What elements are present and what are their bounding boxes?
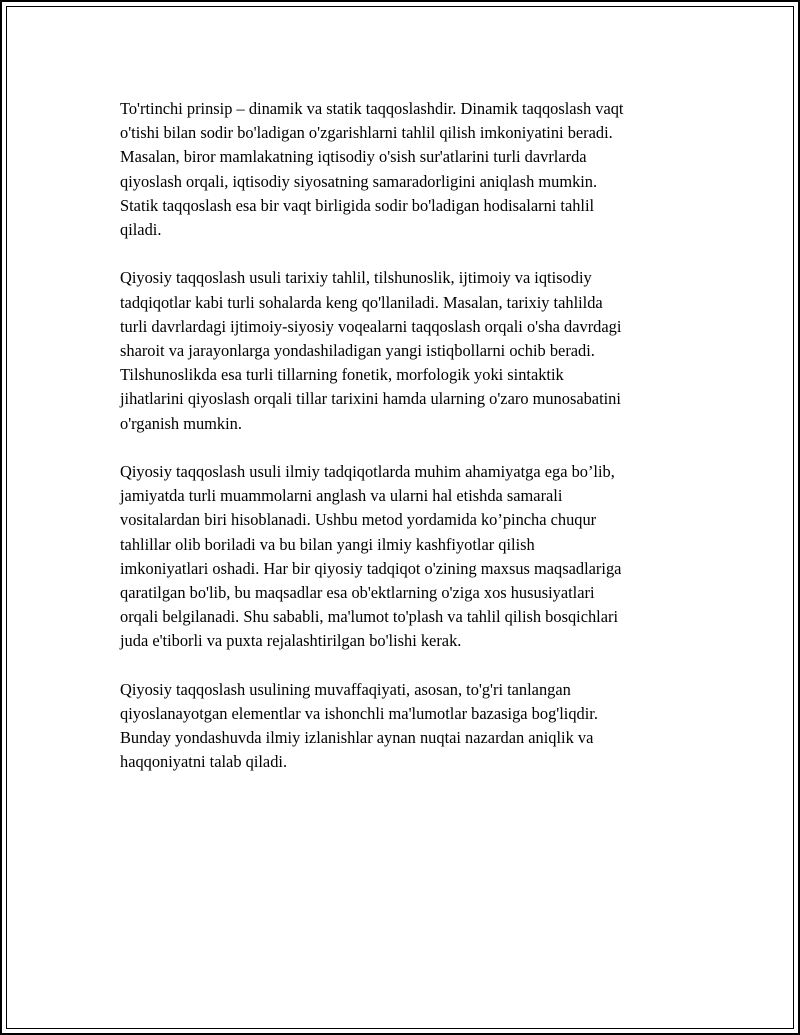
paragraph-4: Qiyosiy taqqoslash usulining muvaffaqiyati, asosan, to'g'ri tanlangan qiyoslanayotgan elementlar va ishonchli ma'lumotlar bazasiga bog'liqdir. Bunday yondashuvda ilmiy izlanishlar aynan nuqtai nazardan aniqlik va haqqoniyatni talab qiladi. [120,679,598,772]
paragraph-3: Qiyosiy taqqoslash usuli ilmiy tadqiqotlarda muhim ahamiyatga ega bo’lib, jamiyatda turli muammolarni anglash va ularni hal etishda samarali vositalardan biri hisoblanadi. Ushbu metod yordamida ko’pincha chuqur tahlillar olib boriladi va bu bilan yangi ilmiy kashfiyotlar qilish imkoniyatlari oshadi. Har bir qiyosiy tadqiqot o'zining maxsus maqsadlariga qaratilgan bo'lib, bu maqsadlar esa ob'ektlarning o'ziga xos hususiyatlari orqali belgilanadi. Shu sababli, ma'lumot to'plash va tahlil qilish bosqichlari juda e'tiborli va puxta rejalashtirilgan bo'lishi kerak. [120,462,622,651]
paragraph-1: To'rtinchi prinsip – dinamik va statik taqqoslashdir. Dinamik taqqoslash vaqt o'tishi bilan sodir bo'ladigan o'zgarishlarni tahlil qilish imkoniyatini beradi. Masalan, biror mamlakatning iqtisodiy o'sish sur'atlarini turli davrlarda qiyoslash orqali, iqtisodiy siyosatning samaradorligini aniqlash mumkin. Statik taqqoslash esa bir vaqt birligida sodir bo'ladigan hodisalarni tahlil qiladi. [120,99,624,240]
document-body [120,97,710,799]
paragraph-2: Qiyosiy taqqoslash usuli tarixiy tahlil, tilshunoslik, ijtimoiy va iqtisodiy tadqiqotlar kabi turli sohalarda keng qo'llaniladi. Masalan, tarixiy tahlilda turli davrlardagi ijtimoiy-siyosiy voqealarni taqqoslash orqali o'sha davrdagi sharoit va jarayonlarga yondashiladigan yangi istiqbollarni ochib beradi. Tilshunoslikda esa turli tillarning fonetik, morfologik yoki sintaktik jihatlarini qiyoslash orqali tillar tarixini hamda ularning o'zaro munosabatini o'rganish mumkin. [120,268,622,433]
